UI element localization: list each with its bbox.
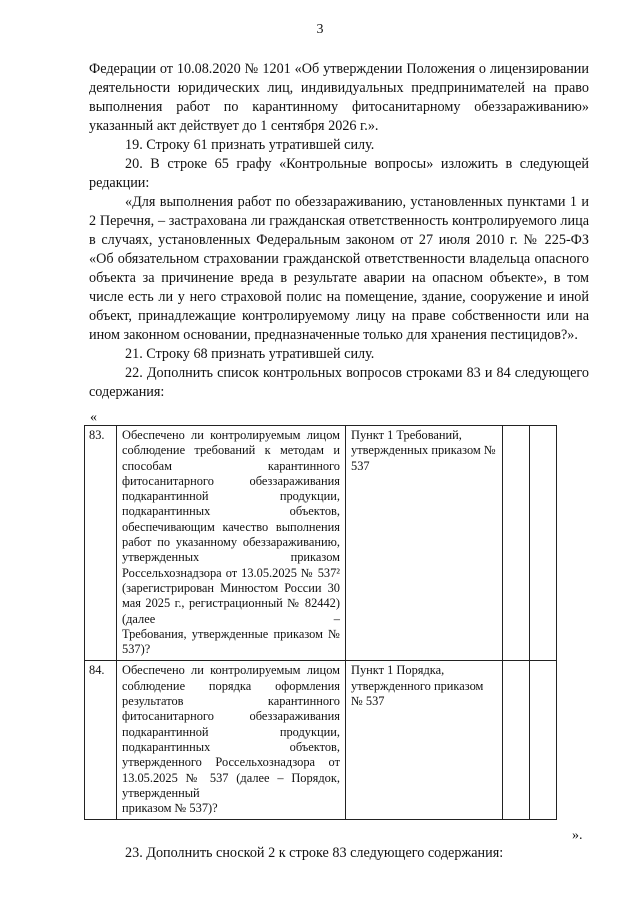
table-open-quote: « — [90, 410, 97, 425]
control-question-text-end: Требования, утвержденные приказом № 537)? — [122, 626, 340, 657]
row-number: 83. — [85, 426, 117, 661]
control-question-text: Обеспечено ли контролируемым лицом соблюдение требований к методам и способам карантинного фитосанитарного обеззараживания подкарантинной продукции, подкарантинных объектов, обеспечивающим качество выполнения работ по указанному обеззараживанию, утвержденных приказом Россельхознадзора от 13.05.2025 № 537² (зарегистрирован Минюстом России 30 мая 2025 г., регистрационный № 82442) (далее – — [122, 428, 340, 626]
empty-cell — [530, 661, 557, 820]
table-row — [85, 426, 557, 661]
paragraph-continuation: Федерации от 10.08.2020 № 1201 «Об утверждении Положения о лицензировании деятельности юридических лиц, индивидуальных предпринимателей на право выполнения работ по карантинному фитосанитарному обеззараживанию» указанный акт действует до 1 сентября 2026 г.». — [89, 61, 589, 134]
paragraph-item-20: 20. В строке 65 графу «Контрольные вопросы» изложить в следующей редакции: — [89, 156, 589, 191]
paragraph-item-22: 22. Дополнить список контрольных вопросов строками 83 и 84 следующего содержания: — [89, 365, 589, 400]
body-text — [89, 60, 589, 402]
paragraph-quote: «Для выполнения работ по обеззараживанию, установленных пунктами 1 и 2 Перечня, – застрахована ли гражданская ответственность контролируемого лица в случаях, установленных Федеральным законом от 27 июля 2010 г. № 225-ФЗ «Об обязательном страховании гражданской ответственности владельца опасного объекта за причинение вреда в результате аварии на опасном объекте», в том числе есть ли у него страховой полис на помещение, здание, сооружение и иной объект, принадлежащие контролируемому лицу на праве собственности или на ином законном основании, предназначенные только для хранения пестицидов?». — [89, 194, 589, 343]
paragraph-item-19: 19. Строку 61 признать утратившей силу. — [125, 137, 375, 153]
empty-cell — [530, 426, 557, 661]
control-question-text-end: приказом № 537)? — [122, 801, 218, 816]
control-question — [117, 661, 346, 820]
table-close-quote: ». — [572, 828, 583, 843]
empty-cell — [503, 661, 530, 820]
paragraph-item-21: 21. Строку 68 признать утратившей силу. — [125, 346, 375, 362]
table-row — [85, 661, 557, 820]
page-number: 3 — [316, 22, 324, 37]
checklist-table — [84, 425, 557, 820]
paragraph-item-23: 23. Дополнить сноской 2 к строке 83 следующего содержания: — [125, 845, 504, 861]
control-question-text: Обеспечено ли контролируемым лицом соблюдение порядка оформления результатов карантинного фитосанитарного обеззараживания подкарантинной продукции, подкарантинных объектов, утвержденного Россельхознадзора от 13.05.2025 № 537 (далее – Порядок, утвержденный — [122, 663, 340, 800]
requirement-reference: Пункт 1 Требований, утвержденных приказом № 537 — [346, 426, 503, 661]
control-question — [117, 426, 346, 661]
requirement-reference: Пункт 1 Порядка, утвержденного приказом № 537 — [346, 661, 503, 820]
empty-cell — [503, 426, 530, 661]
row-number: 84. — [85, 661, 117, 820]
